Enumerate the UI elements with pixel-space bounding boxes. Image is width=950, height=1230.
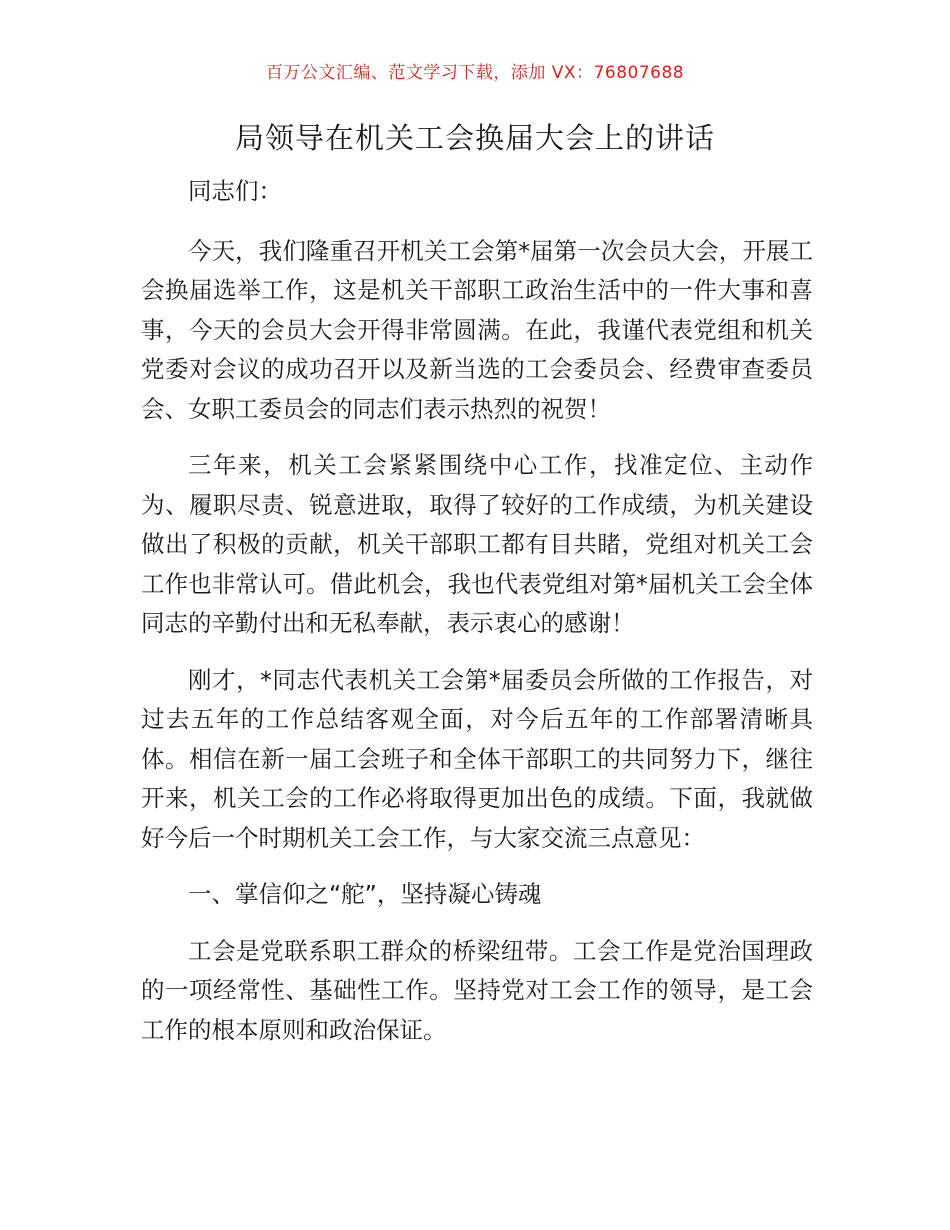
section-paragraph: 工会是党联系职工群众的桥梁纽带。工会工作是党治国理政的一项经常性、基础性工作。坚持党对工会工作的领导，是工会工作的根本原则和政治保证。: [141, 936, 813, 1044]
paragraph-2: 三年来，机关工会紧紧围绕中心工作，找准定位、主动作为、履职尽责、锐意进取，取得了较好的工作成绩，为机关建设做出了积极的贡献，机关干部职工都有目共睹，党组对机关工会工作也非常认可。借此机会，我也代表党组对第*届机关工会全体同志的辛勤付出和无私奉献，表示衷心的感谢！: [141, 451, 813, 637]
document-body: [141, 172, 813, 1067]
paragraph-3: 刚才，*同志代表机关工会第*届委员会所做的工作报告，对过去五年的工作总结客观全面，对今后五年的工作部署清晰具体。相信在新一届工会班子和全体干部职工的共同努力下，继往开来，机关工会的工作必将取得更加出色的成绩。下面，我就做好今后一个时期机关工会工作，与大家交流三点意见：: [141, 665, 813, 852]
greeting: 同志们：: [188, 177, 282, 205]
document-title: 局领导在机关工会换届大会上的讲话: [234, 121, 715, 155]
paragraph-1: 今天，我们隆重召开机关工会第*届第一次会员大会，开展工会换届选举工作，这是机关干部职工政治生活中的一件大事和喜事，今天的会员大会开得非常圆满。在此，我谨代表党组和机关党委对会议的成功召开以及新当选的工会委员会、经费审查委员会、女职工委员会的同志们表示热烈的祝贺！: [141, 236, 813, 423]
promo-banner: 百万公文汇编、范文学习下载，添加 VX：76807688: [265, 63, 685, 83]
section-heading: 一、掌信仰之“舵”，坚持凝心铸魂: [188, 880, 542, 908]
